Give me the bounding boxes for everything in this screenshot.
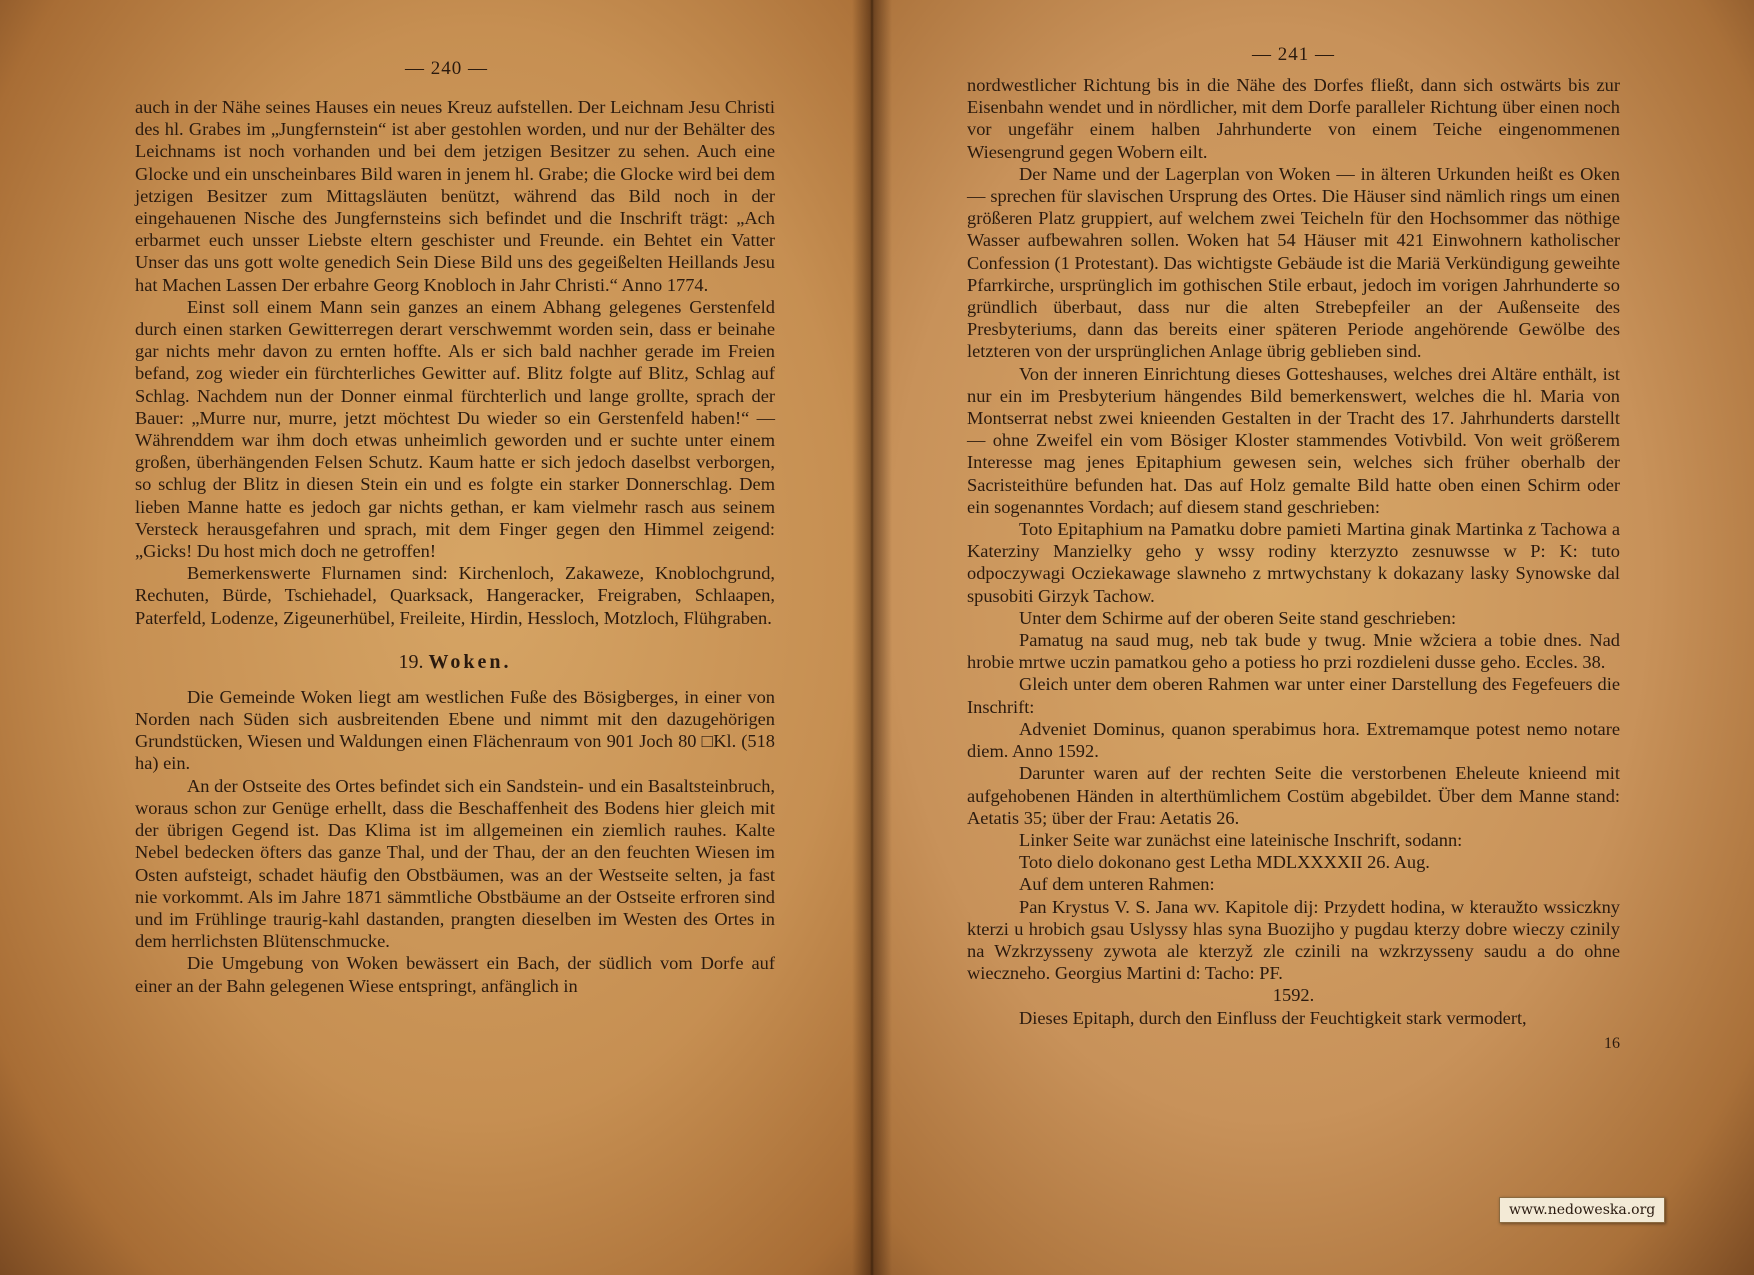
page-number-left: — 240 — (405, 58, 488, 79)
paragraph: Einst soll einem Mann sein ganzes an einem Abhang gelegenes Gerstenfeld durch einen starken Gewitterregen derart verschwemmt worden sein, dass er beinahe gar nichts mehr davon zu ernten hoffte. Als er sich bald nachher gerade im Freien befand, zog wieder ein fürchterliches Gewitter auf. Blitz folgte auf Blitz, Schlag auf Schlag. Nachdem nun der Donner einmal fürchterlich und lange grollte, sprach der Bauer: „Murre nur, murre, jetzt möchtest Du wieder so ein Gerstenfeld haben!“ — Währenddem war ihm doch etwas unheimlich geworden und er suchte unter einem großen, überhängenden Felsen Schutz. Kaum hatte er sich jedoch daselbst verborgen, so schlug der Blitz in diesen Stein ein und es folgte ein starker Donnerschlag. Dem lieben Manne hatte es jedoch gar nichts gethan, er kam vielmehr rasch aus seinem Versteck herausgefahren und sprach, mit dem Finger gegen den Himmel zeigend: „Gicks! Du host mich doch ne getroffen! (135, 296, 775, 562)
paragraph: An der Ostseite des Ortes befindet sich ein Sandstein- und ein Basaltsteinbruch, woraus schon zur Genüge erhellt, dass die Beschaffenheit des Bodens hier gleich mit der übrigen Gegend ist. Das Klima ist im allgemeinen ein ziemlich rauhes. Kalte Nebel bedecken öfters das ganze Thal, und der Thau, der an den feuchten Wiesen im Osten aufsteigt, schadet häufig den Obstbäumen, was an der Westseite selten, ja fast nie vorkommt. Als im Jahre 1871 sämmtliche Obstbäume an der Ostseite erfroren sind und im Frühlinge traurig-kahl dastanden, prangten dieselben im Westen des Ortes in dem herrlichsten Blütenschmucke. (135, 775, 775, 952)
paragraph: Adveniet Dominus, quanon sperabimus hora. Extremamque potest nemo notare diem. Anno 1592. (967, 718, 1620, 762)
paragraph: Von der inneren Einrichtung dieses Gotteshauses, welches drei Altäre enthält, ist nur ein im Presbyterium hängendes Bild bemerkenswert, welches die hl. Maria von Montserrat nebst zwei knieenden Gestalten in der Tracht des 17. Jahrhunderts darstellt — ohne Zweifel ein vom Bösiger Kloster stammendes Votivbild. Von weit größerem Interesse mag jenes Epitaphium gewesen sein, welches sich früher oberhalb der Sacristeithüre befunden hat. Das auf Holz gemalte Bild hatte oben einen Schirm oder ein sogenanntes Vordach; auf diesem stand geschrieben: (967, 363, 1620, 517)
paragraph: Pan Krystus V. S. Jana wv. Kapitole dij: Przydett hodina, w kteraužto wssiczkny kterzi u hrobich gsau Uslyssy hlas syna Buozijho y pugdau kterzy dobre wieczy czinily na Wzkrzysseny zywota ale kterzyž zle czinili na wzkrzysseny saudu a do ohne wieczneho. Georgius Martini d: Tacho: PF. (967, 896, 1620, 984)
paragraph: auch in der Nähe seines Hauses ein neues Kreuz aufstellen. Der Leichnam Jesu Christi des hl. Grabes im „Jungfernstein“ ist aber gestohlen worden, und nur der Behälter des Leichnams ist noch vorhanden und bei dem jetzigen Besitzer zu sehen. Auch eine Glocke und ein unscheinbares Bild waren in jenem hl. Grabe; die Glocke wird bei dem jetzigen Besitzer zum Mittagsläuten benützt, während das Bild noch in der eingehauenen Nische des Jungfernsteins sich befindet und die Inschrift trägt: „Ach erbarmet euch unsser Liebste eltern geschister und Freunde. ein Behtet ein Vatter Unser das uns gott wolte genedich Sein Diese Bild uns des gegeißelten Heillands Jesu hat Machen Lassen Der erbahre Georg Knobloch in Jahr Christi.“ Anno 1774. (135, 97, 775, 295)
section-title: Woken. (428, 650, 512, 673)
paragraph: Dieses Epitaph, durch den Einfluss der Feuchtigkeit stark vermodert, (1019, 1007, 1527, 1028)
left-text-top (135, 96, 775, 629)
right-text (967, 74, 1620, 1029)
section-heading (135, 651, 775, 674)
paragraph: Unter dem Schirme auf der oberen Seite stand geschrieben: (1019, 607, 1457, 628)
right-page (872, 0, 1754, 1275)
paragraph: Bemerkenswerte Flurnamen sind: Kirchenloch, Zakaweze, Knoblochgrund, Rechuten, Bürde, Tschiehadel, Quarksack, Hangeracker, Freigraben, Schlaapen, Paterfeld, Lodenze, Zigeunerhübel, Freileite, Hirdin, Hessloch, Motzloch, Flühgraben. (135, 563, 775, 628)
page-number-right: — 241 — (1252, 44, 1335, 65)
year-line: 1592. (1272, 985, 1315, 1006)
paragraph: Pamatug na saud mug, neb tak bude y twug. Mnie wžciera a tobie dnes. Nad hrobie mrtwe uczin pamatkou geho a potiess ho przi rozdieleni dusse geho. Eccles. 38. (967, 630, 1620, 673)
left-page (0, 0, 872, 1275)
signature-mark: 16 (1604, 1034, 1620, 1052)
paragraph: Toto dielo dokonano gest Letha MDLXXXXII 26. Aug. (1019, 852, 1430, 873)
paragraph: Die Gemeinde Woken liegt am westlichen Fuße des Bösigberges, in einer von Norden nach Süden sich ausbreitenden Ebene und nimmt mit den dazugehörigen Grundstücken, Wiesen und Waldungen einen Flächenraum von 901 Joch 80 □Kl. (518 ha) ein. (135, 686, 775, 774)
section-number: 19. (398, 650, 424, 673)
left-text-bottom (135, 686, 775, 997)
paragraph: Toto Epitaphium na Pamatku dobre pamieti Martina ginak Martinka z Tachowa a Katerziny Manzielky geho y wssy rodiny kterzyzto zesnuwsse w P: K: tuto odpoczywagi Ocziekawage slawneho z mrtwychstany k dokazany lasky Synowske dal spusobiti Girzyk Tachow. (967, 519, 1620, 606)
paragraph: Die Umgebung von Woken bewässert ein Bach, der südlich vom Dorfe auf einer an der Bahn gelegenen Wiese entspringt, anfänglich in (135, 953, 775, 996)
book-gutter (852, 0, 892, 1275)
paragraph: Linker Seite war zunächst eine lateinische Inschrift, sodann: (1019, 829, 1463, 850)
paragraph: Der Name und der Lagerplan von Woken — in älteren Urkunden heißt es Oken — sprechen für slavischen Ursprung des Ortes. Die Häuser sind nämlich rings um einen größeren Platz gruppiert, auf welchem zwei Teicheln für den Hochsommer das nöthige Wasser aufbewahren sollen. Woken hat 54 Häuser mit 421 Einwohnern katholischer Confession (1 Protestant). Das wichtigste Gebäude ist die Mariä Verkündigung geweihte Pfarrkirche, ursprünglich im gothischen Stile erbaut, jedoch im vorigen Jahrhunderte so gründlich überbaut, dass nur die alten Strebepfeiler an der Außenseite des Presbyteriums, dann das bereits einer späteren Periode angehörende Gewölbe des letzteren von der ursprünglichen Anlage übrig geblieben sind. (967, 163, 1620, 362)
paragraph: Auf dem unteren Rahmen: (1019, 874, 1215, 895)
paragraph: Darunter waren auf der rechten Seite die verstorbenen Eheleute knieend mit aufgehobenen Händen in alterthümlichem Costüm abgebildet. Über dem Manne stand: Aetatis 35; über der Frau: Aetatis 26. (967, 763, 1620, 828)
paragraph: nordwestlicher Richtung bis in die Nähe des Dorfes fließt, dann sich ostwärts bis zur Eisenbahn wendet und in nördlicher, mit dem Dorfe paralleler Richtung über einen noch vor ungefähr einem halben Jahrhunderte von einem Teiche eingenommenen Wiesengrund gegen Wobern eilt. (967, 75, 1620, 162)
watermark-label: www.nedoweska.org (1499, 1197, 1665, 1223)
paragraph: Gleich unter dem oberen Rahmen war unter einer Darstellung des Fegefeuers die Inschrift: (967, 674, 1620, 717)
